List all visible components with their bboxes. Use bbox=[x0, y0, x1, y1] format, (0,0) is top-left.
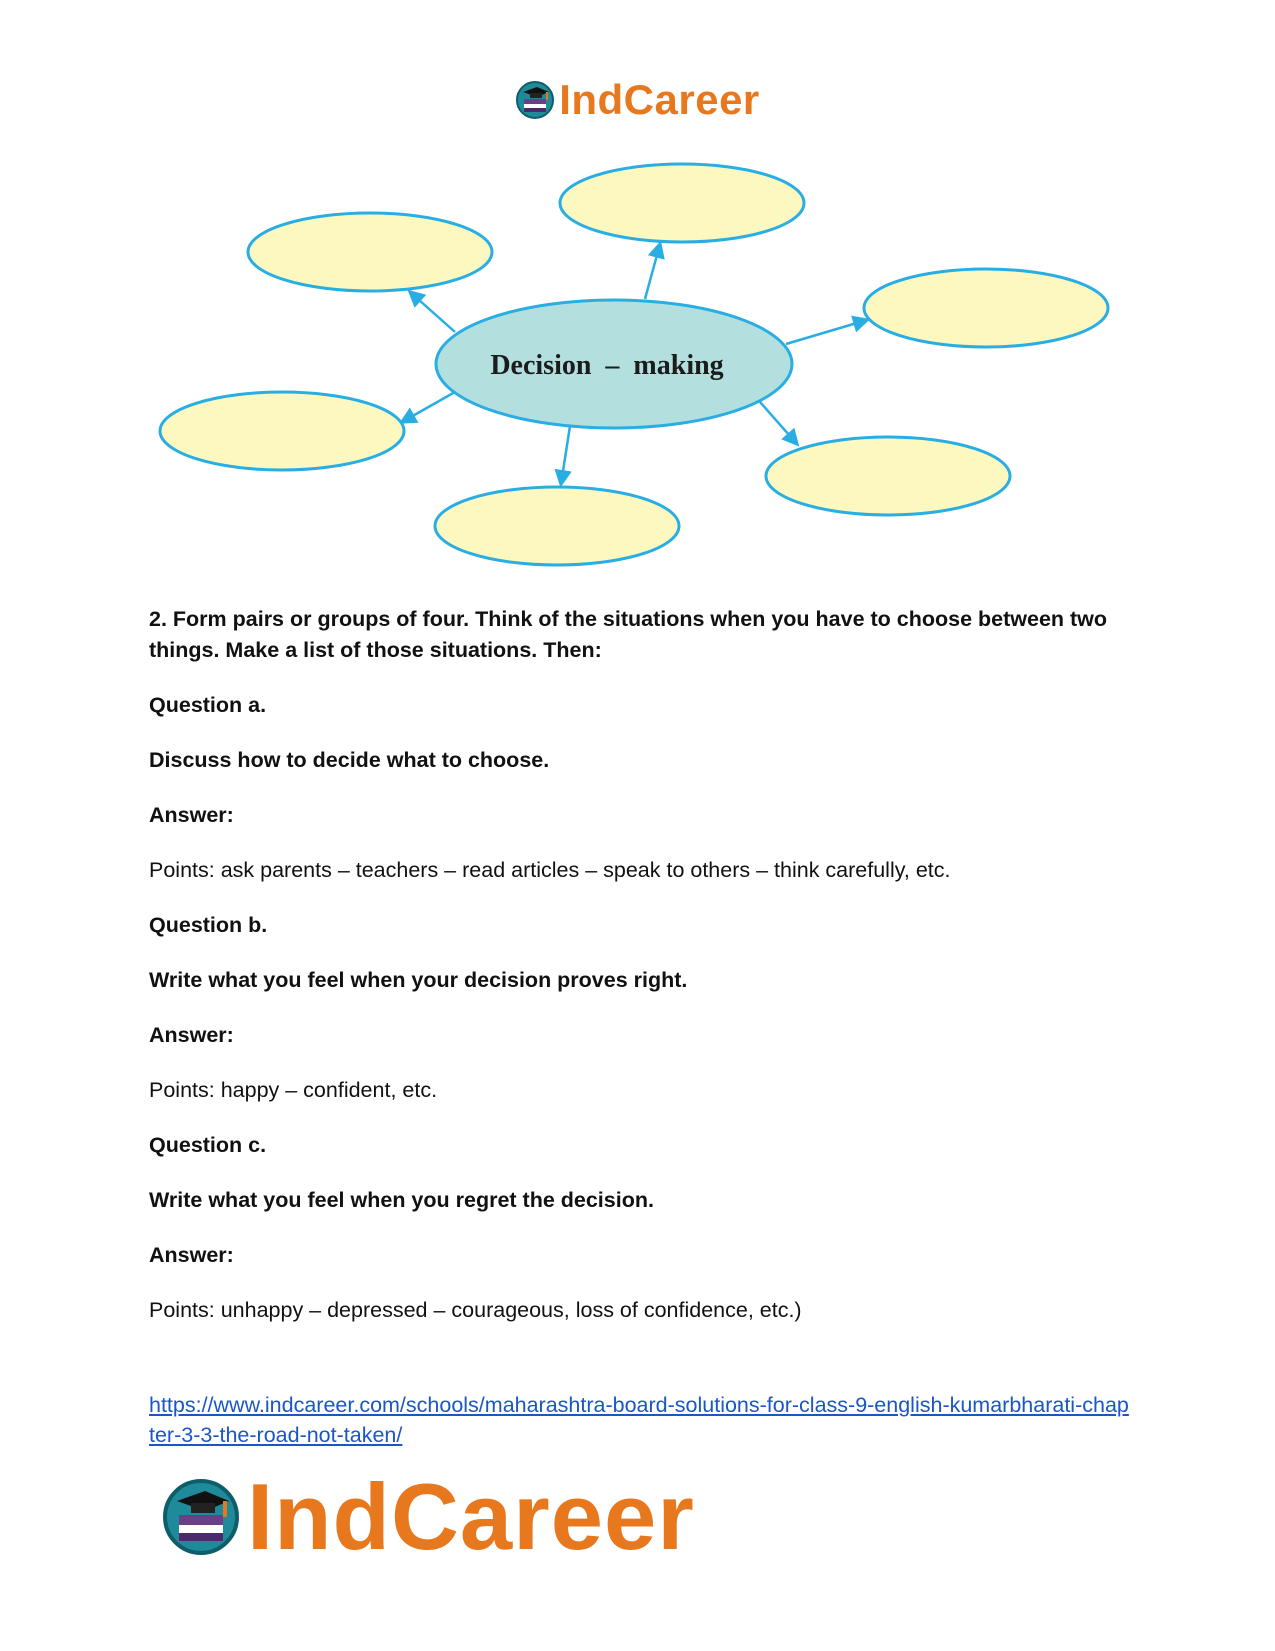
header-logo bbox=[0, 76, 1275, 124]
logo-wordmark: IndCareer bbox=[559, 76, 760, 123]
graduation-book-icon bbox=[161, 1477, 241, 1557]
decision-making-mind-map bbox=[0, 150, 1275, 570]
empty-box-bottom bbox=[435, 487, 679, 565]
answer-a-text: Points: ask parents – teachers – read articles – speak to others – think carefully, etc. bbox=[149, 858, 951, 882]
arrow-bottom-right bbox=[760, 402, 797, 444]
answer-a-label: Answer: bbox=[149, 803, 234, 827]
empty-box-top bbox=[560, 164, 804, 242]
arrow-top-left bbox=[410, 292, 455, 332]
footer-logo bbox=[161, 1463, 695, 1571]
arrow-bottom bbox=[561, 426, 570, 484]
answer-b-label: Answer: bbox=[149, 1023, 234, 1047]
empty-box-left bbox=[160, 392, 404, 470]
arrow-right bbox=[786, 320, 867, 344]
answer-c-text: Points: unhappy – depressed – courageous, loss of confidence, etc.) bbox=[149, 1298, 802, 1322]
logo-wordmark: IndCareer bbox=[247, 1464, 695, 1569]
empty-box-bottom-right bbox=[766, 437, 1010, 515]
question-a-text: Discuss how to decide what to choose. bbox=[149, 748, 550, 772]
question-c-label: Question c. bbox=[149, 1133, 267, 1157]
center-node-label: Decision – making bbox=[490, 350, 724, 381]
answer-c-label: Answer: bbox=[149, 1243, 234, 1267]
graduation-book-icon bbox=[515, 80, 555, 120]
arrow-left bbox=[402, 392, 455, 422]
arrow-top bbox=[645, 244, 660, 299]
question-b-text: Write what you feel when your decision proves right. bbox=[149, 968, 688, 992]
question-c-text: Write what you feel when you regret the decision. bbox=[149, 1188, 654, 1212]
question-b-label: Question b. bbox=[149, 913, 268, 937]
question-section bbox=[149, 604, 1134, 1350]
empty-box-right bbox=[864, 269, 1108, 347]
answer-b-text: Points: happy – confident, etc. bbox=[149, 1078, 438, 1102]
question-a-label: Question a. bbox=[149, 693, 267, 717]
q2-prompt: 2. Form pairs or groups of four. Think of the situations when you have to choose between two things. Make a list of those situations. Then: bbox=[149, 607, 1108, 662]
source-link[interactable]: https://www.indcareer.com/schools/maharashtra-board-solutions-for-class-9-english-kumarbharati-chapter-3-3-the-road-not-taken/ bbox=[149, 1393, 1129, 1447]
empty-box-top-left bbox=[248, 213, 492, 291]
